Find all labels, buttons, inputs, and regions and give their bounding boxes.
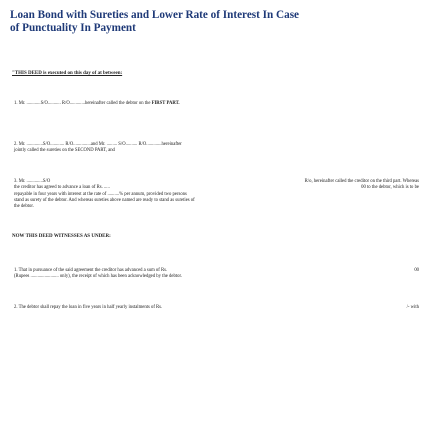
party-3-line-2-right: 00 to the debtor, which is to be — [361, 185, 419, 191]
deed-intro — [12, 71, 122, 77]
clause-1-line-1-left: 1. That in pursuance of the said agreement the creditor has advanced a sum of Rs. — [14, 268, 168, 273]
party-2-line-1: 2. Mr. ..............S/O............ R/O...............and Mr. ......... S/O.......... R/O.............hereinafter — [14, 142, 182, 147]
clause-2-paragraph — [14, 305, 419, 311]
party-2-paragraph — [14, 142, 419, 155]
party-3-line-1-left: 3. Mr. ..............S/O — [14, 179, 51, 184]
party-3-line-4: stand as surety of the debtor. And whereas sureties above named are ready to stand as sureties of — [14, 197, 195, 203]
party-1-text: 1. Mr. ............S/O........... R/O.............hereinafter called the debtor on the — [14, 101, 151, 106]
deed-intro-text: "THIS DEED is executed on this day of at between: — [12, 71, 123, 76]
title-line-2: of Punctuality In Payment — [10, 22, 136, 34]
party-1-paragraph — [14, 101, 419, 107]
witnesses-heading: NOW THIS DEED WITNESSES AS UNDER: — [12, 234, 111, 239]
party-3-paragraph — [14, 179, 419, 210]
party-2-line-2: jointly called the sureties on the SECOND PART, and — [14, 148, 115, 154]
party-3-line-5: the debtor. — [14, 204, 34, 210]
clause-2-line-1-right: /- with — [406, 305, 419, 310]
clause-1-line-2: (Rupees ........................ only), the receipt of which has been acknowledged by the debtor. — [14, 274, 182, 280]
clause-2-line-1-left: 2. The debtor shall repay the loan in five years in half yearly instalments of Rs. — [14, 305, 163, 310]
party-3-line-1-right: R/o, hereinafter called the creditor on the third part. Whereas — [304, 179, 419, 184]
clause-1-line-1-right: 00 — [414, 268, 419, 273]
clause-1-paragraph — [14, 268, 419, 281]
party-3-line-2-left: the creditor has agreed to advance a loan of Rs. ..... — [14, 185, 110, 191]
title-line-1: Loan Bond with Sureties and Lower Rate of Interest In Case — [10, 9, 300, 21]
document-title — [10, 9, 422, 35]
party-1-label: FIRST PART. — [151, 101, 180, 106]
clause-2-row-1 — [14, 305, 419, 311]
party-3-line-3: repayable in four years with interest at the rate of ..........% per annum, provided two persons — [14, 191, 187, 197]
